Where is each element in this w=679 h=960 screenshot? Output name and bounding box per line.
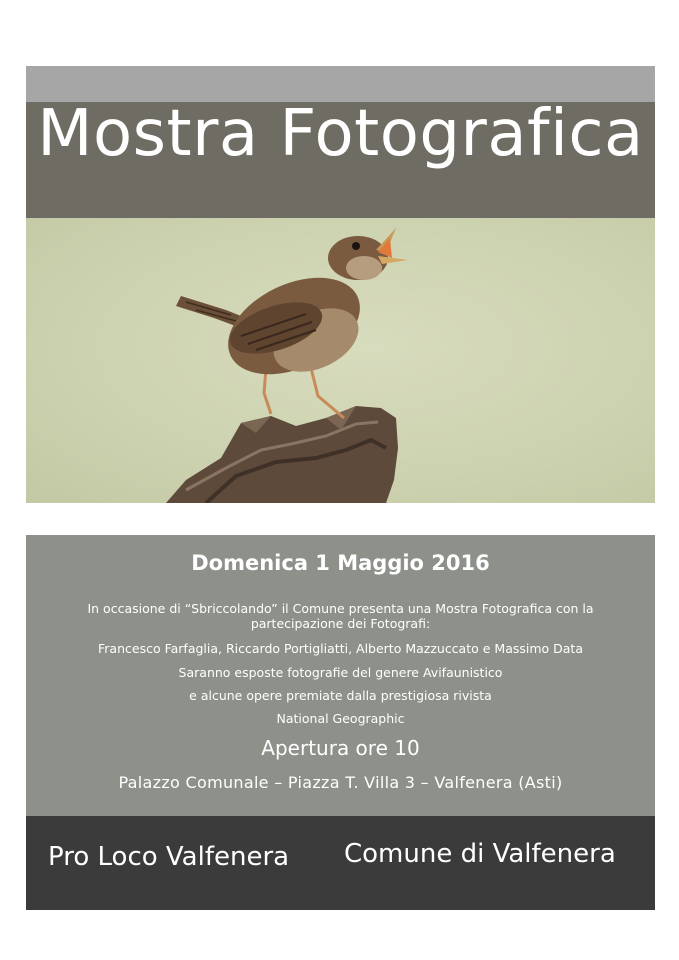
wren-illustration [26,218,655,503]
event-info-box [26,535,655,816]
opening-time: Apertura ore 10 [261,736,420,760]
event-address: Palazzo Comunale – Piazza T. Villa 3 – Valfenera (Asti) [118,773,563,792]
magazine-name: National Geographic [276,711,405,726]
organizer-pro-loco: Pro Loco Valfenera [48,842,290,872]
footer [26,816,655,910]
exhibit-awards: e alcune opere premiate dalla prestigiosa rivista [189,688,492,703]
event-date: Domenica 1 Maggio 2016 [191,551,490,575]
bird-photo [26,218,655,503]
poster-title: Mostra Fotografica [37,97,644,171]
exhibit-genre: Saranno esposte fotografie del genere Avifaunistico [178,665,503,680]
organizer-comune: Comune di Valfenera [344,839,616,869]
title-band [26,97,655,218]
photographers-list: Francesco Farfaglia, Riccardo Portigliatti, Alberto Mazzuccato e Massimo Data [98,641,583,656]
event-description: In occasione di “Sbriccolando” il Comune presenta una Mostra Fotografica con la partecipazione dei Fotografi: [87,601,594,631]
